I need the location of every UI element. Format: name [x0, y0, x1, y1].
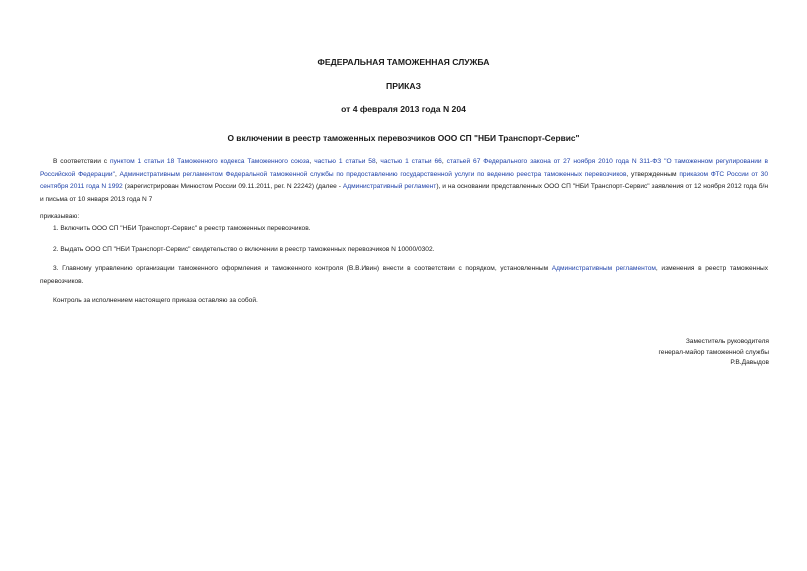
signature-name: Р.В.Давыдов: [730, 359, 769, 366]
order-word: приказываю:: [40, 213, 80, 220]
document-date-number: от 4 февраля 2013 года N 204: [341, 104, 466, 114]
preamble-text: ,: [114, 170, 120, 178]
order-item-2: 2. Выдать ООО СП "НБИ Транспорт-Сервис" свидетельство о включении в реестр таможенных перевозчиков N 10000/0302.: [53, 246, 435, 253]
link-fts-order-1992[interactable]: приказом ФТС России от 30 сентября 2011 года N 1992: [40, 170, 768, 190]
order-item-1: 1. Включить ООО СП "НБИ Транспорт-Сервис" в реестр таможенных перевозчиков.: [53, 225, 311, 232]
preamble-text: В соответствии с: [53, 158, 111, 165]
link-customs-code[interactable]: пунктом 1 статьи 18 Таможенного кодекса Таможенного союза: [110, 158, 310, 165]
signature-block: [659, 337, 769, 369]
preamble-text: ,: [441, 158, 447, 165]
agency-name: ФЕДЕРАЛЬНАЯ ТАМОЖЕННАЯ СЛУЖБА: [317, 57, 490, 67]
preamble-text: , утвержденным: [626, 170, 680, 178]
control-statement: Контроль за исполнением настоящего приказа оставляю за собой.: [53, 297, 258, 304]
link-admin-regulation[interactable]: Административный регламент: [342, 183, 437, 190]
preamble-text: ), и на основании представленных ООО СП "НБИ Транспорт-Сервис" заявления от 12 ноября 2012 года б/н и письма от 10 января 2013 года N 7: [40, 183, 768, 203]
preamble-text: ,: [375, 158, 381, 165]
document-title: О включении в реестр таможенных перевозчиков ООО СП "НБИ Транспорт-Сервис": [227, 133, 580, 143]
link-admin-regulation-item-3[interactable]: Административным регламентом: [551, 265, 656, 272]
link-article-66[interactable]: частью 1 статьи 66: [380, 158, 442, 165]
link-article-58[interactable]: частью 1 статьи 58: [314, 158, 376, 165]
document-type: ПРИКАЗ: [386, 81, 421, 91]
preamble-text: ,: [309, 158, 315, 165]
link-federal-law-311[interactable]: статьей 67 Федерального закона от 27 ноября 2010 года N 311-ФЗ "О таможенном регулировании в Российской Федерации": [40, 158, 768, 178]
order-item-3: [40, 263, 768, 288]
link-admin-regulation-full[interactable]: Административным регламентом Федеральной таможенной службы по предоставлению государственной услуги по ведению реестра таможенных перевозчиков: [119, 170, 627, 178]
item-3-text: , изменения в реестр таможенных перевозчиков.: [40, 265, 768, 285]
item-3-text: 3. Главному управлению организации таможенного оформления и таможенного контроля (В.В.Ивин) внести в соответствии с порядком, установленным: [53, 265, 552, 272]
preamble-text: (зарегистрирован Минюстом России 09.11.2011, рег. N 22242) (далее -: [122, 183, 343, 190]
signature-position: Заместитель руководителя: [685, 338, 769, 345]
signature-rank: генерал-майор таможенной службы: [658, 348, 769, 356]
preamble-paragraph: [40, 156, 768, 206]
